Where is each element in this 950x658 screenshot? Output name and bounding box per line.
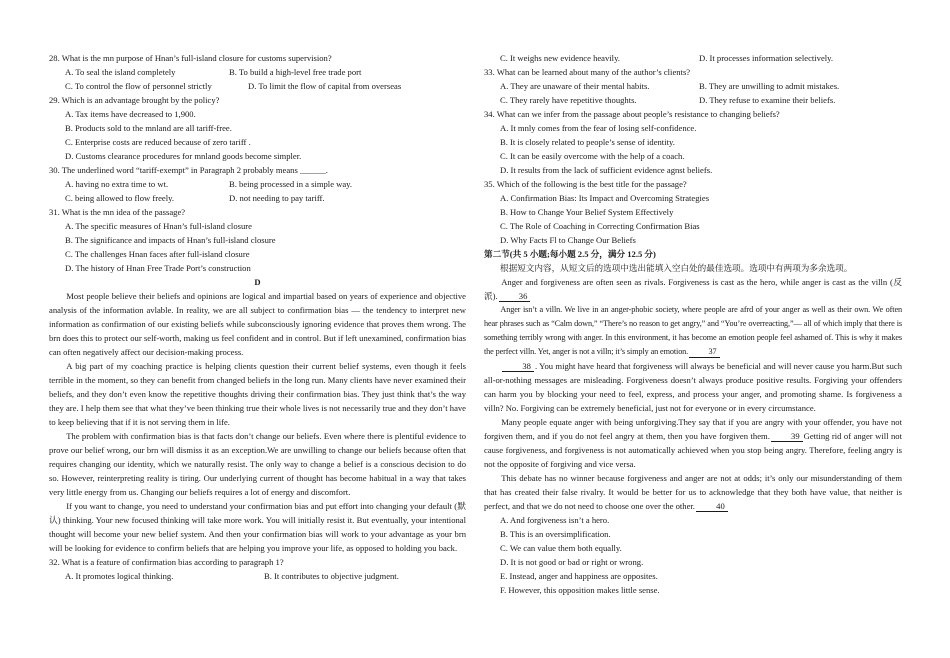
option-32c: C. It weighs new evidence heavily. [500,53,620,63]
option-34d: D. It results from the lack of sufficient evidence agnst beliefs. [500,165,713,175]
question-32-options-cd [484,51,902,65]
cloze-paragraph-4 [484,415,902,471]
left-column [49,51,466,583]
option-34b: B. It is closely related to people’s sense of identity. [500,137,675,147]
blank-36: 36 [499,291,531,302]
option-30a: A. having no extra time to wt. [65,179,169,189]
blank-37: 37 [689,347,719,358]
option-32d: D. It processes information selectively. [699,53,834,63]
option-33d: D. They refuse to examine their beliefs. [699,95,836,105]
question-33-options-ab [484,79,902,93]
option-28b: B. To build a high-level free trade port [229,67,362,77]
option-33c: C. They rarely have repetitive thoughts. [500,95,637,105]
section-instructions: 根据短文内容，从短文后的选项中选出能填入空白处的最佳选项。选项中有两项为多余选项。 [500,263,853,273]
option-34a: A. It mnly comes from the fear of losing self-confidence. [500,123,697,133]
cloze-paragraph-5-text: This debate has no winner because forgiveness and anger are not at odds; it’s only our misunderstanding of them that has created their false rivalry. It would be better for us to acknowledge that they both have value, that neither is perfect, and that we do not need to choose one over the other. [484,473,902,511]
question-33-options-cd [484,93,902,107]
question-28-options-cd [49,79,466,93]
cloze-paragraph-2 [484,303,902,359]
cloze-option-d: D. It is not good or bad or right or wrong. [500,557,644,567]
option-28a: A. To seal the island completely [65,67,176,77]
option-33b: B. They are unwilling to admit mistakes. [699,81,840,91]
option-32b: B. It contributes to objective judgment. [264,571,399,581]
question-30-options-cd [49,191,466,205]
passage-d-paragraph-3: The problem with confirmation bias is that facts don’t change our beliefs. Even where there is plentiful evidence to prove our belief wrong, our brn will dismiss it as an exception.We are unwilling to change our beliefs because often that requires changing our identity, which we naturally resist. The only way to change a belief is a conscious decision to do so. However, reinterpreting reality is tiring. Our underlying current of thought has become habitual in a way that takes very little energy from us. Changing our beliefs requires a lot of energy and discomfort. [49,431,466,497]
cloze-paragraph-2-text: Anger isn’t a villn. We live in an anger-phobic society, where people are afrd of your anger as well as their own. We often hear phrases such as “Calm down,” “There’s no reason to get angry,” and “You’re overreacting,”— all of which imply that there is something terribly wrong with anger. In this environment, it has become an emotion people feel ashamed of. This is why it makes the perfect villn. Yet, anger is not a villn; it’s simply an emotion. [484,305,902,356]
option-31a: A. The specific measures of Hnan’s full-island closure [65,221,252,231]
option-30b: B. being processed in a simple way. [229,179,353,189]
option-29c: C. Enterprise costs are reduced because of zero tariff . [65,137,251,147]
option-35b: B. How to Change Your Belief System Effectively [500,207,674,217]
cloze-paragraph-3-text: . You might have heard that forgiveness will always be beneficial and will never cause you harm.But such all-or-nothing messages are misleading. Forgiveness doesn’t always produce positive results. Forgiving your offenders can harm you by blocking your need to feel, express, and process your anger, and promoting shame. Is forgiveness a villn? No. Forgiving can be extremely beneficial, just not for everyone or in every circumstance. [484,361,902,413]
option-35a: A. Confirmation Bias: Its Impact and Overcoming Strategies [500,193,710,203]
question-33: 33. What can be learned about many of the author’s clients? [484,67,691,77]
option-34c: C. It can be easily overcome with the help of a coach. [500,151,685,161]
section-title: 第二节(共 5 小题;每小题 2.5 分，满分 12.5 分) [484,249,656,259]
cloze-option-c: C. We can value them both equally. [500,543,622,553]
passage-d-label: D [254,277,261,287]
cloze-paragraph-3 [484,359,902,415]
blank-39: 39 [771,431,803,442]
option-35d: D. Why Facts Fl to Change Our Beliefs [500,235,636,245]
question-28: 28. What is the mn purpose of Hnan’s full-island closure for customs supervision? [49,53,332,63]
cloze-option-e: E. Instead, anger and happiness are opposites. [500,571,658,581]
blank-38: 38 [502,361,534,372]
cloze-option-a: A. And forgiveness isn’t a hero. [500,515,610,525]
option-30c: C. being allowed to flow freely. [65,193,174,203]
option-33a: A. They are unaware of their mental habits. [500,81,650,91]
option-31b: B. The significance and impacts of Hnan’s full-island closure [65,235,276,245]
question-31: 31. What is the mn idea of the passage? [49,207,186,217]
blank-40: 40 [696,501,728,512]
cloze-paragraph-1 [484,275,902,303]
option-29d: D. Customs clearance procedures for mnland goods become simpler. [65,151,302,161]
option-28c: C. To control the flow of personnel strictly [65,81,212,91]
question-35: 35. Which of the following is the best title for the passage? [484,179,687,189]
passage-d-paragraph-1: Most people believe their beliefs and opinions are logical and impartial based on years of experience and objective analysis of the information avlable. In reality, we are all subject to confirmation bias — the tendency to interpret new information as confirmation of our existing beliefs while subconsciously ignoring evidence that proves them wrong. The brn does this to protect our self-worth, making us feel confident and in control. But if left unexamined, confirmation bias can often negatively affect our decision-making process. [49,291,466,357]
option-29b: B. Products sold to the mnland are all tariff-free. [65,123,232,133]
question-29: 29. Which is an advantage brought by the policy? [49,95,220,105]
passage-d-paragraph-2: A big part of my coaching practice is helping clients question their current belief systems, even though it feels terrible in the moment, so they can benefit from changed beliefs in the long run. Many clients have never examined their beliefs, and they don’t even know the repetitive thoughts driving their confirmation bias. They just think that’s the way they are. I help them see that what they’ve been thinking true their whole lives is not necessarily true and they don’t have to keep believing that if it is not serving them in life. [49,361,466,427]
option-32a: A. It promotes logical thinking. [65,571,174,581]
option-31d: D. The history of Hnan Free Trade Port’s construction [65,263,251,273]
cloze-paragraph-4-text-a: Many people equate anger with being unforgiving.They say that if you are angry with your offender, you have not forgiven them, and if you do not feel angry at them, then you have forgiven them. [484,417,902,441]
passage-d-paragraph-4: If you want to change, you need to understand your confirmation bias and put effort into changing your default (默认) thinking. Your new focused thinking will take more work. You will initially resist it. But eventually, your intentional thought will become your new belief system. And then your confirmation bias will work to your advantage as your brn will be looking for evidence to confirm beliefs that are helping you improve your life, as opposed to holding you back. [49,501,466,553]
option-31c: C. The challenges Hnan faces after full-island closure [65,249,250,259]
cloze-paragraph-4-text-b: Getting rid of anger will not cause forgiveness, and forgiveness is not automatically achieved when you stop being angry. Therefore, feeling angry is not the opposite of forgiving and vice versa. [484,431,902,469]
option-28d: D. To limit the flow of capital from overseas [248,81,402,91]
question-34: 34. What can we infer from the passage about people’s resistance to changing beliefs? [484,109,780,119]
right-column [484,51,902,597]
question-32-options-ab [49,569,466,583]
cloze-option-f: F. However, this opposition makes little sense. [500,585,660,595]
question-30-options-ab [49,177,466,191]
question-28-options-ab [49,65,466,79]
option-29a: A. Tax items have decreased to 1,900. [65,109,196,119]
cloze-option-b: B. This is an oversimplification. [500,529,611,539]
option-30d: D. not needing to pay tariff. [229,193,325,203]
cloze-paragraph-5 [484,471,902,513]
question-32: 32. What is a feature of confirmation bias according to paragraph 1? [49,557,284,567]
cloze-paragraph-1-text: Anger and forgiveness are often seen as rivals. Forgiveness is cast as the hero, while anger is cast as the villn (反派). [484,277,902,301]
question-30: 30. The underlined word “tariff-exempt” in Paragraph 2 probably means ______. [49,165,328,175]
option-35c: C. The Role of Coaching in Correcting Confirmation Bias [500,221,700,231]
